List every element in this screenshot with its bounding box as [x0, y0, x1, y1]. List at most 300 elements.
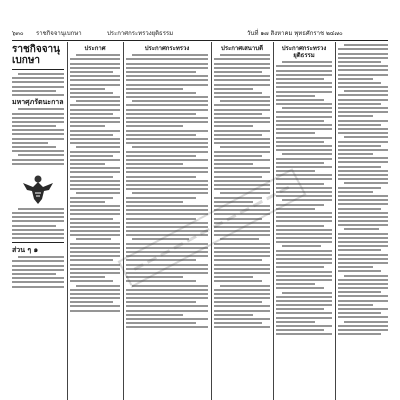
text-line — [214, 134, 262, 136]
text-line — [214, 63, 270, 65]
text-line — [282, 153, 332, 155]
text-line — [338, 254, 388, 256]
text-line — [338, 249, 381, 251]
text-line — [338, 166, 381, 168]
column-divider — [273, 42, 274, 400]
text-line — [70, 276, 105, 278]
text-line — [214, 171, 270, 173]
text-line — [338, 283, 388, 285]
text-line — [276, 262, 332, 264]
text-line — [126, 310, 208, 312]
text-line — [338, 128, 388, 130]
text-line — [338, 103, 381, 105]
text-line — [214, 104, 270, 106]
text-line — [132, 54, 208, 56]
text-line — [70, 305, 120, 307]
text-line — [338, 199, 388, 201]
text-line — [276, 99, 324, 101]
text-line — [126, 167, 208, 169]
text-line — [126, 180, 208, 182]
text-line — [132, 192, 208, 194]
masthead-notice-text — [12, 73, 64, 96]
text-line — [12, 225, 56, 227]
text-line — [12, 113, 64, 115]
text-line — [220, 100, 270, 102]
text-line — [12, 90, 56, 92]
text-line — [276, 116, 332, 118]
column-1-text-mid — [12, 208, 64, 239]
text-line — [214, 322, 262, 324]
text-line — [344, 136, 388, 138]
text-line — [126, 134, 196, 136]
text-line — [126, 142, 208, 144]
text-line — [76, 100, 120, 102]
text-line — [12, 142, 48, 144]
newspaper-page — [12, 28, 388, 400]
text-line — [126, 75, 208, 77]
text-line — [338, 203, 388, 205]
text-line — [214, 264, 270, 266]
text-line — [70, 289, 120, 291]
text-line — [276, 271, 332, 273]
text-line — [338, 157, 388, 159]
text-line — [220, 285, 270, 287]
text-line — [70, 280, 113, 282]
text-line — [338, 178, 388, 180]
text-line — [70, 205, 120, 207]
text-line — [70, 58, 120, 60]
text-line — [70, 171, 120, 173]
text-line — [276, 279, 332, 281]
column-2-text — [70, 54, 120, 311]
text-line — [338, 111, 388, 113]
text-line — [276, 91, 332, 93]
text-line — [282, 292, 332, 294]
text-line — [12, 212, 64, 214]
text-line — [338, 266, 373, 268]
text-line — [338, 325, 388, 327]
text-line — [338, 187, 381, 189]
text-line — [126, 58, 208, 60]
text-line — [276, 132, 315, 134]
text-line — [338, 115, 373, 117]
text-line — [70, 155, 113, 157]
text-line — [214, 167, 270, 169]
text-line — [126, 188, 208, 190]
text-line — [70, 259, 113, 261]
text-line — [276, 124, 332, 126]
header-rule — [12, 40, 388, 41]
text-line — [76, 54, 120, 56]
text-line — [126, 67, 208, 69]
text-line — [126, 79, 208, 81]
text-line — [214, 67, 270, 69]
text-line — [214, 280, 262, 282]
text-line — [70, 264, 120, 266]
text-line — [276, 158, 332, 160]
text-line — [338, 78, 373, 80]
text-line — [126, 301, 196, 303]
column-1-subtitle: มหาศุภรัตนะกาล — [12, 97, 64, 107]
text-line — [70, 255, 120, 257]
text-line — [70, 88, 105, 90]
text-line — [126, 117, 208, 119]
text-line — [76, 192, 120, 194]
text-line — [70, 209, 120, 211]
text-line — [12, 129, 64, 131]
text-line — [70, 272, 120, 274]
text-line — [338, 132, 388, 134]
text-line — [276, 241, 332, 243]
text-line — [12, 281, 64, 283]
text-line — [12, 277, 64, 279]
text-line — [214, 58, 270, 60]
column-2 — [70, 42, 120, 400]
text-line — [70, 125, 105, 127]
text-line — [214, 138, 270, 140]
text-line — [338, 145, 381, 147]
text-line — [12, 265, 64, 267]
text-line — [276, 86, 332, 88]
text-line — [220, 146, 270, 148]
text-line — [12, 216, 64, 218]
text-line — [338, 241, 388, 243]
text-line — [70, 297, 120, 299]
text-line — [12, 233, 64, 235]
text-line — [214, 305, 270, 307]
text-line — [12, 159, 64, 161]
text-line — [126, 159, 208, 161]
text-line — [70, 293, 120, 295]
text-line — [338, 57, 388, 59]
text-line — [276, 70, 332, 72]
garuda-seal-icon — [21, 171, 55, 205]
text-line — [282, 61, 332, 63]
text-line — [70, 176, 113, 178]
text-line — [126, 130, 208, 132]
column-1-bottom-title: ส่วน ๆ ๑ — [12, 245, 39, 255]
text-line — [276, 74, 332, 76]
text-line — [338, 312, 381, 314]
text-line — [276, 128, 332, 130]
text-line — [18, 154, 64, 156]
text-line — [276, 304, 332, 306]
text-line — [338, 220, 388, 222]
page-number: ๖๓๐ — [12, 30, 24, 37]
text-line — [338, 94, 388, 96]
text-line — [276, 225, 324, 227]
text-line — [338, 99, 388, 101]
text-line — [214, 125, 253, 127]
text-line — [18, 73, 64, 75]
text-line — [276, 233, 332, 235]
text-line — [338, 316, 388, 318]
text-line — [276, 229, 332, 231]
column-1-text-top — [12, 108, 64, 164]
text-line — [126, 121, 208, 123]
text-line — [276, 162, 324, 164]
text-line — [338, 124, 381, 126]
text-line — [338, 107, 388, 109]
text-line — [338, 237, 388, 239]
text-line — [70, 163, 105, 165]
text-line — [214, 130, 270, 132]
text-line — [338, 141, 388, 143]
text-line — [70, 96, 120, 98]
text-line — [276, 95, 315, 97]
text-line — [214, 75, 270, 77]
text-line — [70, 130, 120, 132]
text-line — [338, 233, 388, 235]
text-line — [214, 96, 270, 98]
text-line — [70, 243, 120, 245]
text-line — [70, 104, 120, 106]
text-line — [338, 149, 388, 151]
text-line — [214, 293, 270, 295]
text-line — [338, 86, 388, 88]
text-line — [338, 308, 388, 310]
text-line — [70, 151, 120, 153]
text-line — [214, 117, 270, 119]
text-line — [338, 120, 388, 122]
text-line — [12, 125, 56, 127]
text-line — [220, 54, 270, 56]
text-line — [126, 297, 208, 299]
text-line — [214, 71, 262, 73]
text-line — [70, 79, 120, 81]
page-header — [12, 28, 388, 40]
text-line — [70, 180, 120, 182]
text-line — [276, 300, 332, 302]
text-line — [70, 251, 120, 253]
text-line — [214, 272, 270, 274]
text-line — [214, 163, 253, 165]
column-1 — [12, 42, 64, 400]
text-line — [12, 220, 64, 222]
text-line — [344, 90, 388, 92]
text-line — [214, 88, 253, 90]
text-line — [126, 104, 208, 106]
text-line — [126, 138, 208, 140]
text-line — [344, 275, 388, 277]
text-line — [12, 269, 64, 271]
text-line — [338, 279, 388, 281]
text-line — [70, 230, 120, 232]
text-line — [126, 92, 196, 94]
text-line — [12, 260, 64, 262]
text-line — [70, 121, 120, 123]
text-line — [70, 184, 120, 186]
text-line — [276, 329, 324, 331]
text-line — [338, 191, 373, 193]
text-line — [276, 82, 332, 84]
text-line — [276, 216, 332, 218]
text-line — [276, 325, 332, 327]
text-line — [276, 266, 324, 268]
text-line — [276, 333, 332, 335]
text-line — [70, 222, 120, 224]
text-line — [276, 250, 332, 252]
text-line — [70, 188, 120, 190]
text-line — [214, 326, 270, 328]
text-line — [338, 195, 388, 197]
text-line — [12, 273, 56, 275]
text-line — [70, 213, 120, 215]
text-line — [70, 67, 120, 69]
text-line — [126, 205, 208, 207]
text-line — [126, 322, 196, 324]
text-line — [18, 108, 64, 110]
column-divider — [123, 42, 124, 400]
text-line — [12, 286, 64, 288]
text-line — [338, 170, 388, 172]
text-line — [214, 159, 270, 161]
text-line — [70, 134, 113, 136]
text-line — [70, 71, 113, 73]
text-line — [126, 88, 183, 90]
text-line — [338, 48, 388, 50]
text-line — [214, 92, 262, 94]
text-line — [70, 218, 113, 220]
text-line — [76, 285, 120, 287]
text-line — [276, 258, 332, 260]
text-line — [276, 287, 324, 289]
text-line — [70, 197, 113, 199]
text-line — [276, 275, 332, 277]
column-5-heading: ประกาศกระทรวงยุติธรรม — [281, 45, 327, 59]
masthead-title: ราชกิจจานุเบกษา — [12, 44, 60, 66]
text-line — [338, 329, 388, 331]
text-line — [70, 84, 120, 86]
text-line — [214, 318, 270, 320]
text-line — [132, 100, 208, 102]
text-line — [214, 297, 270, 299]
text-line — [12, 86, 64, 88]
text-line — [338, 208, 381, 210]
text-line — [338, 300, 388, 302]
text-line — [276, 78, 324, 80]
text-line — [70, 234, 120, 236]
text-line — [276, 111, 332, 113]
text-line — [338, 212, 388, 214]
text-line — [276, 149, 332, 151]
text-line — [276, 296, 332, 298]
text-line — [338, 74, 388, 76]
text-line — [12, 121, 64, 123]
text-line — [276, 312, 332, 314]
text-line — [338, 291, 381, 293]
text-line — [214, 259, 262, 261]
header-date: วันที่ ๑๗ สิงหาคม พุทธศักราช ๒๔๗๐ — [247, 30, 343, 37]
text-line — [70, 268, 120, 270]
text-line — [338, 69, 388, 71]
text-line — [70, 310, 120, 312]
text-line — [214, 109, 270, 111]
text-line — [132, 146, 208, 148]
text-line — [214, 268, 270, 270]
text-line — [276, 145, 332, 147]
text-line — [276, 317, 332, 319]
text-line — [126, 113, 196, 115]
text-line — [338, 224, 388, 226]
text-line — [126, 171, 208, 173]
text-line — [276, 283, 315, 285]
text-line — [214, 176, 262, 178]
column-1-rule — [12, 242, 64, 243]
text-line — [214, 255, 270, 257]
text-line — [70, 63, 120, 65]
text-line — [70, 201, 105, 203]
text-line — [12, 81, 64, 83]
text-line — [70, 109, 120, 111]
text-line — [12, 117, 64, 119]
text-line — [276, 120, 324, 122]
text-line — [338, 82, 381, 84]
text-line — [12, 229, 64, 231]
text-line — [70, 142, 120, 144]
text-line — [338, 65, 388, 67]
text-line — [12, 77, 64, 79]
text-line — [338, 153, 373, 155]
text-line — [214, 121, 270, 123]
text-line — [12, 146, 56, 148]
text-line — [70, 247, 120, 249]
text-line — [338, 258, 388, 260]
text-line — [70, 301, 113, 303]
text-line — [126, 314, 183, 316]
text-line — [214, 251, 270, 253]
text-line — [70, 167, 120, 169]
text-line — [214, 84, 270, 86]
text-line — [276, 321, 315, 323]
text-line — [338, 333, 381, 335]
column-4-heading: ประกาศเสนาบดี — [221, 45, 263, 52]
text-line — [70, 117, 120, 119]
text-line — [12, 163, 64, 165]
text-line — [126, 71, 196, 73]
text-line — [338, 262, 388, 264]
text-line — [276, 103, 332, 105]
text-line — [282, 107, 332, 109]
text-line — [70, 92, 113, 94]
text-line — [276, 141, 324, 143]
text-line — [282, 245, 321, 247]
text-line — [276, 137, 332, 139]
text-line — [338, 270, 381, 272]
text-line — [126, 151, 208, 153]
text-line — [338, 295, 388, 297]
text-line — [126, 184, 208, 186]
text-line — [344, 182, 388, 184]
text-line — [338, 304, 373, 306]
text-line — [126, 201, 183, 203]
masthead-rule — [12, 69, 64, 70]
text-line — [12, 237, 64, 239]
text-line — [126, 155, 196, 157]
text-line — [344, 44, 388, 46]
text-line — [338, 161, 388, 163]
text-line — [214, 289, 270, 291]
column-1-text-bottom — [12, 256, 64, 287]
text-line — [12, 138, 64, 140]
text-line — [126, 326, 208, 328]
text-line — [12, 94, 64, 96]
text-line — [344, 228, 379, 230]
column-divider — [335, 42, 336, 400]
text-line — [338, 245, 388, 247]
text-line — [338, 216, 388, 218]
text-line — [126, 163, 183, 165]
